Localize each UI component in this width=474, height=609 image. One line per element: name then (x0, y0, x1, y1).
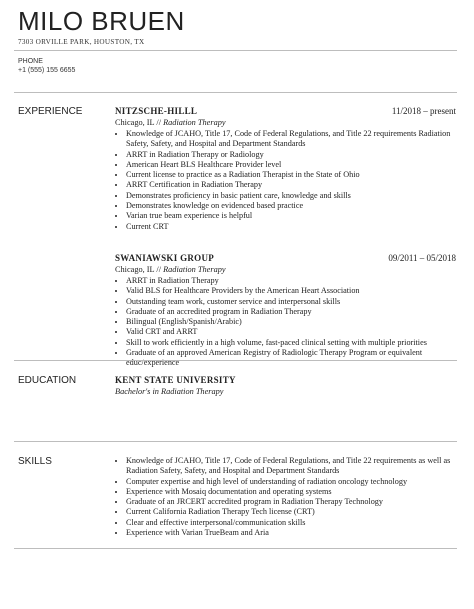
list-item: • Graduate of an approved American Registry of Radiologic Therapy Program or equivalent educ/experience (126, 348, 468, 369)
list-item: • Experience with Mosaiq documentation and operating systems (126, 487, 468, 497)
list-item: • Clear and effective interpersonal/communication skills (126, 518, 468, 528)
section-divider-experience (14, 92, 457, 93)
school-name: KENT STATE UNIVERSITY (115, 375, 236, 385)
list-item: • Current California Radiation Therapy Tech license (CRT) (126, 507, 468, 517)
list-item: • ARRT in Radiation Therapy (126, 276, 468, 286)
list-item: • ARRT in Radiation Therapy or Radiology (126, 150, 468, 160)
employment-dates: 11/2018 – present (391, 106, 456, 116)
list-item: • Current CRT (126, 222, 468, 232)
list-item: • Knowledge of JCAHO, Title 17, Code of Federal Regulations, and Title 22 requirements Radiation Safety, Safety, and Hospital and Department Standards (126, 129, 468, 150)
phone-number: +1 (555) 155 6655 (18, 67, 76, 74)
list-item: • Current license to practice as a Radiation Therapist in the State of Ohio (126, 170, 468, 180)
list-item: • Experience with Varian TrueBeam and Aria (126, 528, 468, 538)
list-item: • Bilingual (English/Spanish/Arabic) (126, 317, 468, 327)
phone-label: PHONE (18, 58, 43, 65)
list-item: • Skill to work efficiently in a high volume, fast-paced clinical setting with multiple priorities (126, 338, 468, 348)
list-item: • Knowledge of JCAHO, Title 17, Code of Federal Regulations, and Title 22 requirements as well as Radiation Safety, Safety, and Hospital and Department Standards (126, 456, 468, 477)
job-location (115, 118, 226, 127)
experience-bullets (115, 129, 468, 232)
address: 7303 ORVILLE PARK, HOUSTON, TX (18, 38, 145, 46)
company-name: SWANIAWSKI GROUP (115, 253, 215, 263)
section-divider-skills (14, 441, 457, 442)
company-name: NITZSCHE-HILLL (115, 106, 198, 116)
experience-bullets (115, 276, 468, 369)
list-item: • Graduate of an JRCERT accredited program in Radiation Therapy Technology (126, 497, 468, 507)
list-item: • Demonstrates proficiency in basic patient care, knowledge and skills (126, 191, 468, 201)
section-divider-education (14, 360, 457, 361)
list-item: • ARRT Certification in Radiation Therapy (126, 180, 468, 190)
degree: Bachelor's in Radiation Therapy (115, 387, 224, 396)
list-item: • American Heart BLS Healthcare Provider level (126, 160, 468, 170)
experience-section-title: EXPERIENCE (18, 106, 83, 117)
candidate-name: MILO BRUEN (18, 6, 185, 36)
list-item: • Outstanding team work, customer service and interpersonal skills (126, 297, 468, 307)
list-item: • Demonstrates knowledge on evidenced based practice (126, 201, 468, 211)
skills-bullets (115, 456, 468, 538)
list-item: • Graduate of an accredited program in Radiation Therapy (126, 307, 468, 317)
job-title: Radiation Therapy (163, 265, 226, 274)
list-item: • Computer expertise and high level of understanding of radiation oncology technology (126, 477, 468, 487)
header-divider (14, 50, 457, 51)
location-text: Chicago, IL // (115, 118, 162, 127)
list-item: • Valid BLS for Healthcare Providers by the American Heart Association (126, 286, 468, 296)
location-text: Chicago, IL // (115, 265, 162, 274)
skills-section-title: SKILLS (18, 456, 52, 467)
list-item: • Valid CRT and ARRT (126, 327, 468, 337)
bottom-divider (14, 548, 457, 549)
employment-dates: 09/2011 – 05/2018 (388, 253, 456, 263)
job-location (115, 265, 226, 274)
list-item: • Varian true beam experience is helpful (126, 211, 468, 221)
job-title: Radiation Therapy (163, 118, 226, 127)
education-section-title: EDUCATION (18, 375, 77, 386)
